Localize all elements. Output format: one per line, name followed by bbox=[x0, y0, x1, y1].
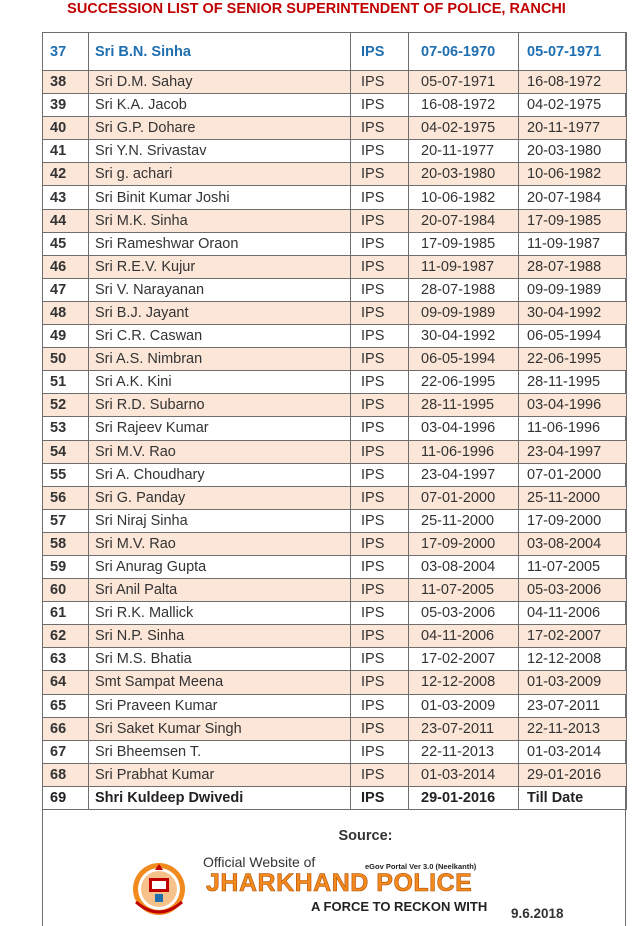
officer-name: Sri B.N. Sinha bbox=[89, 33, 351, 71]
table-row bbox=[43, 763, 627, 786]
to-date: 07-01-2000 bbox=[519, 463, 627, 486]
row-number: 37 bbox=[43, 33, 89, 71]
officer-name: Sri M.V. Rao bbox=[89, 532, 351, 555]
to-date: 05-07-1971 bbox=[519, 33, 627, 71]
from-date: 23-04-1997 bbox=[409, 463, 519, 486]
to-date: 04-11-2006 bbox=[519, 602, 627, 625]
from-date: 23-07-2011 bbox=[409, 717, 519, 740]
service: IPS bbox=[351, 117, 409, 140]
from-date: 16-08-1972 bbox=[409, 94, 519, 117]
to-date: 29-01-2016 bbox=[519, 763, 627, 786]
from-date: 05-07-1971 bbox=[409, 71, 519, 94]
table-row bbox=[43, 740, 627, 763]
service: IPS bbox=[351, 33, 409, 71]
officer-name: Sri G.P. Dohare bbox=[89, 117, 351, 140]
from-date: 03-04-1996 bbox=[409, 417, 519, 440]
table-row bbox=[43, 486, 627, 509]
row-number: 62 bbox=[43, 625, 89, 648]
row-number: 64 bbox=[43, 671, 89, 694]
official-website-text: Official Website of bbox=[203, 854, 316, 870]
from-date: 28-11-1995 bbox=[409, 394, 519, 417]
from-date: 04-02-1975 bbox=[409, 117, 519, 140]
jharkhand-police-brand: JHARKHAND POLICE bbox=[206, 869, 473, 897]
table-row bbox=[43, 463, 627, 486]
officer-name: Sri R.E.V. Kujur bbox=[89, 255, 351, 278]
officer-name: Sri Binit Kumar Joshi bbox=[89, 186, 351, 209]
table-row bbox=[43, 255, 627, 278]
from-date: 25-11-2000 bbox=[409, 509, 519, 532]
officer-name: Sri V. Narayanan bbox=[89, 278, 351, 301]
officer-name: Sri Y.N. Srivastav bbox=[89, 140, 351, 163]
officer-name: Sri R.D. Subarno bbox=[89, 394, 351, 417]
row-number: 49 bbox=[43, 325, 89, 348]
from-date: 05-03-2006 bbox=[409, 602, 519, 625]
officer-name: Shri Kuldeep Dwivedi bbox=[89, 786, 351, 809]
row-number: 63 bbox=[43, 648, 89, 671]
to-date: 25-11-2000 bbox=[519, 486, 627, 509]
table-row bbox=[43, 117, 627, 140]
from-date: 28-07-1988 bbox=[409, 278, 519, 301]
service: IPS bbox=[351, 555, 409, 578]
from-date: 11-09-1987 bbox=[409, 255, 519, 278]
row-number: 39 bbox=[43, 94, 89, 117]
row-number: 47 bbox=[43, 278, 89, 301]
service: IPS bbox=[351, 232, 409, 255]
service: IPS bbox=[351, 301, 409, 324]
egov-portal-text: eGov Portal Ver 3.0 (Neelkanth) bbox=[365, 862, 477, 871]
row-number: 46 bbox=[43, 255, 89, 278]
to-date: 28-11-1995 bbox=[519, 371, 627, 394]
service: IPS bbox=[351, 94, 409, 117]
service: IPS bbox=[351, 648, 409, 671]
service: IPS bbox=[351, 763, 409, 786]
officer-name: Sri A.K. Kini bbox=[89, 371, 351, 394]
service: IPS bbox=[351, 371, 409, 394]
to-date: 22-11-2013 bbox=[519, 717, 627, 740]
source-label: Source: bbox=[338, 828, 393, 844]
to-date: 22-06-1995 bbox=[519, 348, 627, 371]
table-row bbox=[43, 694, 627, 717]
service: IPS bbox=[351, 509, 409, 532]
officer-name: Sri Prabhat Kumar bbox=[89, 763, 351, 786]
from-date: 01-03-2014 bbox=[409, 763, 519, 786]
table-row bbox=[43, 602, 627, 625]
table-row bbox=[43, 278, 627, 301]
to-date: 12-12-2008 bbox=[519, 648, 627, 671]
officer-name: Sri Niraj Sinha bbox=[89, 509, 351, 532]
from-date: 20-07-1984 bbox=[409, 209, 519, 232]
from-date: 17-02-2007 bbox=[409, 648, 519, 671]
service: IPS bbox=[351, 209, 409, 232]
to-date: 17-02-2007 bbox=[519, 625, 627, 648]
table-row bbox=[43, 94, 627, 117]
service: IPS bbox=[351, 486, 409, 509]
row-number: 66 bbox=[43, 717, 89, 740]
officer-name: Sri G. Panday bbox=[89, 486, 351, 509]
table-row bbox=[43, 301, 627, 324]
table-row bbox=[43, 440, 627, 463]
row-number: 48 bbox=[43, 301, 89, 324]
table-row bbox=[43, 325, 627, 348]
table-row bbox=[43, 555, 627, 578]
from-date: 17-09-2000 bbox=[409, 532, 519, 555]
to-date: 17-09-1985 bbox=[519, 209, 627, 232]
to-date: 03-08-2004 bbox=[519, 532, 627, 555]
to-date: 03-04-1996 bbox=[519, 394, 627, 417]
officer-name: Sri Saket Kumar Singh bbox=[89, 717, 351, 740]
from-date: 30-04-1992 bbox=[409, 325, 519, 348]
from-date: 22-11-2013 bbox=[409, 740, 519, 763]
from-date: 07-01-2000 bbox=[409, 486, 519, 509]
service: IPS bbox=[351, 694, 409, 717]
to-date: 23-07-2011 bbox=[519, 694, 627, 717]
to-date: 16-08-1972 bbox=[519, 71, 627, 94]
row-number: 69 bbox=[43, 786, 89, 809]
from-date: 20-11-1977 bbox=[409, 140, 519, 163]
row-number: 61 bbox=[43, 602, 89, 625]
to-date: 01-03-2014 bbox=[519, 740, 627, 763]
service: IPS bbox=[351, 625, 409, 648]
officer-name: Sri B.J. Jayant bbox=[89, 301, 351, 324]
table-row bbox=[43, 186, 627, 209]
service: IPS bbox=[351, 278, 409, 301]
service: IPS bbox=[351, 440, 409, 463]
row-number: 43 bbox=[43, 186, 89, 209]
service: IPS bbox=[351, 602, 409, 625]
from-date: 03-08-2004 bbox=[409, 555, 519, 578]
to-date: 11-09-1987 bbox=[519, 232, 627, 255]
service: IPS bbox=[351, 71, 409, 94]
row-number: 50 bbox=[43, 348, 89, 371]
to-date: 04-02-1975 bbox=[519, 94, 627, 117]
from-date: 04-11-2006 bbox=[409, 625, 519, 648]
officer-name: Sri A.S. Nimbran bbox=[89, 348, 351, 371]
table-row bbox=[43, 163, 627, 186]
from-date: 06-05-1994 bbox=[409, 348, 519, 371]
table-row bbox=[43, 71, 627, 94]
table-row bbox=[43, 140, 627, 163]
row-number: 53 bbox=[43, 417, 89, 440]
row-number: 54 bbox=[43, 440, 89, 463]
service: IPS bbox=[351, 325, 409, 348]
to-date: 30-04-1992 bbox=[519, 301, 627, 324]
service: IPS bbox=[351, 717, 409, 740]
row-number: 65 bbox=[43, 694, 89, 717]
from-date: 20-03-1980 bbox=[409, 163, 519, 186]
table-row bbox=[43, 786, 627, 809]
officer-name: Smt Sampat Meena bbox=[89, 671, 351, 694]
service: IPS bbox=[351, 163, 409, 186]
from-date: 22-06-1995 bbox=[409, 371, 519, 394]
officer-name: Sri N.P. Sinha bbox=[89, 625, 351, 648]
service: IPS bbox=[351, 740, 409, 763]
brand-tagline: A FORCE TO RECKON WITH bbox=[311, 899, 488, 914]
jharkhand-police-logo-icon bbox=[128, 852, 190, 926]
to-date: 20-03-1980 bbox=[519, 140, 627, 163]
service: IPS bbox=[351, 394, 409, 417]
to-date: 28-07-1988 bbox=[519, 255, 627, 278]
from-date: 09-09-1989 bbox=[409, 301, 519, 324]
to-date: Till Date bbox=[519, 786, 627, 809]
table-row bbox=[43, 648, 627, 671]
service: IPS bbox=[351, 186, 409, 209]
row-number: 68 bbox=[43, 763, 89, 786]
service: IPS bbox=[351, 140, 409, 163]
from-date: 29-01-2016 bbox=[409, 786, 519, 809]
table-row bbox=[43, 532, 627, 555]
service: IPS bbox=[351, 532, 409, 555]
table-row bbox=[43, 579, 627, 602]
from-date: 10-06-1982 bbox=[409, 186, 519, 209]
from-date: 11-06-1996 bbox=[409, 440, 519, 463]
row-number: 67 bbox=[43, 740, 89, 763]
table-row bbox=[43, 209, 627, 232]
officer-name: Sri M.V. Rao bbox=[89, 440, 351, 463]
table-row bbox=[43, 509, 627, 532]
row-number: 44 bbox=[43, 209, 89, 232]
to-date: 23-04-1997 bbox=[519, 440, 627, 463]
service: IPS bbox=[351, 348, 409, 371]
to-date: 11-07-2005 bbox=[519, 555, 627, 578]
page-title: SUCCESSION LIST OF SENIOR SUPERINTENDENT OF POLICE, RANCHI bbox=[67, 1, 566, 17]
to-date: 05-03-2006 bbox=[519, 579, 627, 602]
from-date: 17-09-1985 bbox=[409, 232, 519, 255]
service: IPS bbox=[351, 417, 409, 440]
officer-name: Sri Rajeev Kumar bbox=[89, 417, 351, 440]
row-number: 58 bbox=[43, 532, 89, 555]
officer-name: Sri Rameshwar Oraon bbox=[89, 232, 351, 255]
succession-table bbox=[42, 32, 627, 810]
table-row bbox=[43, 371, 627, 394]
officer-name: Sri Praveen Kumar bbox=[89, 694, 351, 717]
service: IPS bbox=[351, 463, 409, 486]
row-number: 41 bbox=[43, 140, 89, 163]
to-date: 20-07-1984 bbox=[519, 186, 627, 209]
to-date: 06-05-1994 bbox=[519, 325, 627, 348]
to-date: 01-03-2009 bbox=[519, 671, 627, 694]
officer-name: Sri g. achari bbox=[89, 163, 351, 186]
table-row bbox=[43, 394, 627, 417]
row-number: 52 bbox=[43, 394, 89, 417]
table-row bbox=[43, 232, 627, 255]
to-date: 20-11-1977 bbox=[519, 117, 627, 140]
row-number: 42 bbox=[43, 163, 89, 186]
officer-name: Sri A. Choudhary bbox=[89, 463, 351, 486]
table-row bbox=[43, 417, 627, 440]
row-number: 59 bbox=[43, 555, 89, 578]
row-number: 51 bbox=[43, 371, 89, 394]
service: IPS bbox=[351, 255, 409, 278]
source-section bbox=[42, 811, 626, 926]
officer-name: Sri R.K. Mallick bbox=[89, 602, 351, 625]
row-number: 55 bbox=[43, 463, 89, 486]
row-number: 40 bbox=[43, 117, 89, 140]
row-number: 60 bbox=[43, 579, 89, 602]
to-date: 10-06-1982 bbox=[519, 163, 627, 186]
officer-name: Sri K.A. Jacob bbox=[89, 94, 351, 117]
officer-name: Sri Bheemsen T. bbox=[89, 740, 351, 763]
service: IPS bbox=[351, 671, 409, 694]
from-date: 07-06-1970 bbox=[409, 33, 519, 71]
officer-name: Sri Anil Palta bbox=[89, 579, 351, 602]
to-date: 17-09-2000 bbox=[519, 509, 627, 532]
to-date: 11-06-1996 bbox=[519, 417, 627, 440]
table-row bbox=[43, 717, 627, 740]
officer-name: Sri C.R. Caswan bbox=[89, 325, 351, 348]
service: IPS bbox=[351, 786, 409, 809]
table-row bbox=[43, 671, 627, 694]
to-date: 09-09-1989 bbox=[519, 278, 627, 301]
table-row bbox=[43, 625, 627, 648]
row-number: 38 bbox=[43, 71, 89, 94]
officer-name: Sri Anurag Gupta bbox=[89, 555, 351, 578]
from-date: 11-07-2005 bbox=[409, 579, 519, 602]
officer-name: Sri M.S. Bhatia bbox=[89, 648, 351, 671]
from-date: 01-03-2009 bbox=[409, 694, 519, 717]
row-number: 45 bbox=[43, 232, 89, 255]
row-number: 56 bbox=[43, 486, 89, 509]
service: IPS bbox=[351, 579, 409, 602]
officer-name: Sri D.M. Sahay bbox=[89, 71, 351, 94]
document-date: 9.6.2018 bbox=[511, 906, 564, 921]
from-date: 12-12-2008 bbox=[409, 671, 519, 694]
row-number: 57 bbox=[43, 509, 89, 532]
table-row bbox=[43, 33, 627, 71]
officer-name: Sri M.K. Sinha bbox=[89, 209, 351, 232]
table-row bbox=[43, 348, 627, 371]
